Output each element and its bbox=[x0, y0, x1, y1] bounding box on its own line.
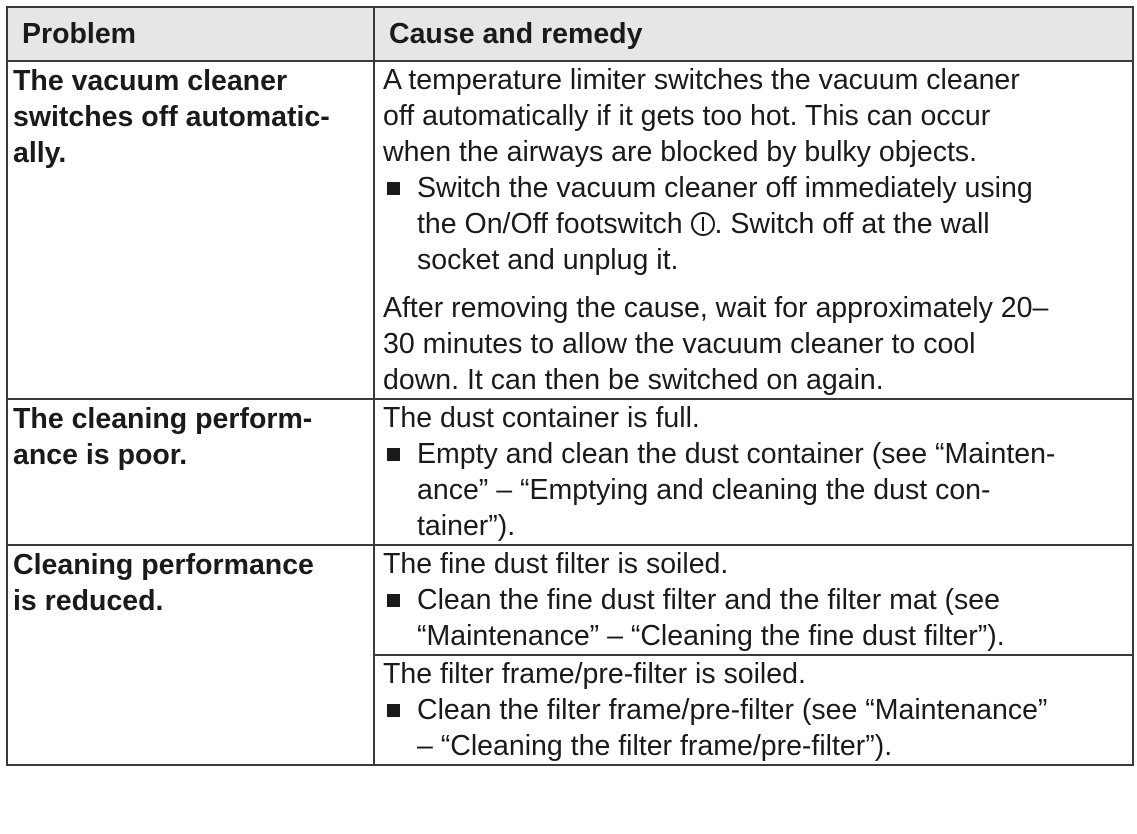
remedy-line: tainer”). bbox=[417, 510, 516, 542]
cause-line: A temperature limiter switches the vacuum cleaner bbox=[383, 64, 1020, 96]
cause-cell bbox=[374, 399, 1133, 545]
remedy-line: the On/Off footswitch bbox=[417, 208, 683, 240]
remedy-line: Clean the filter frame/pre-filter (see “Maintenance” bbox=[417, 694, 1048, 726]
problem-line: ally. bbox=[13, 137, 67, 169]
remedy-bullet bbox=[383, 436, 1122, 544]
cause-paragraph bbox=[383, 62, 1122, 170]
cause-paragraph bbox=[383, 400, 1122, 436]
problem-cell bbox=[7, 61, 374, 399]
header-problem: Problem bbox=[7, 7, 374, 61]
cause-paragraph bbox=[383, 656, 1122, 692]
problem-text bbox=[13, 546, 365, 619]
remedy-line: Clean the fine dust filter and the filter mat (see bbox=[417, 584, 1000, 616]
table-row bbox=[7, 545, 1133, 655]
problem-line: ance is poor. bbox=[13, 439, 188, 471]
bullet-square-icon bbox=[387, 448, 400, 461]
problem-line: switches off automatic- bbox=[13, 101, 330, 133]
cause-cell bbox=[374, 655, 1133, 765]
remedy-bullet bbox=[383, 582, 1122, 654]
bullet-square-icon bbox=[387, 704, 400, 717]
cause-line: 30 minutes to allow the vacuum cleaner to cool bbox=[383, 328, 976, 360]
cause-paragraph bbox=[383, 546, 1122, 582]
problem-cell bbox=[7, 545, 374, 765]
cause-line: down. It can then be switched on again. bbox=[383, 364, 884, 396]
problem-text bbox=[13, 400, 365, 473]
problem-line: is reduced. bbox=[13, 585, 164, 617]
troubleshooting-table bbox=[6, 6, 1134, 766]
remedy-line: ance” – “Emptying and cleaning the dust con- bbox=[417, 474, 991, 506]
cause-paragraph bbox=[383, 290, 1122, 398]
remedy-bullet bbox=[383, 170, 1122, 278]
table-header-row bbox=[7, 7, 1133, 61]
cause-cell bbox=[374, 61, 1133, 399]
problem-line: Cleaning performance bbox=[13, 549, 314, 581]
header-cause-and-remedy: Cause and remedy bbox=[374, 7, 1133, 61]
cause-line: After removing the cause, wait for approximately 20– bbox=[383, 292, 1049, 324]
cause-line: off automatically if it gets too hot. This can occur bbox=[383, 100, 991, 132]
remedy-line: – “Cleaning the filter frame/pre-filter”). bbox=[417, 730, 893, 762]
problem-text bbox=[13, 62, 365, 171]
remedy-bullet bbox=[383, 692, 1122, 764]
power-switch-icon bbox=[691, 212, 715, 236]
bullet-square-icon bbox=[387, 182, 400, 195]
table-row bbox=[7, 61, 1133, 399]
problem-cell bbox=[7, 399, 374, 545]
remedy-line: “Maintenance” – “Cleaning the fine dust filter”). bbox=[417, 620, 1005, 652]
cause-line: when the airways are blocked by bulky objects. bbox=[383, 136, 978, 168]
bullet-square-icon bbox=[387, 594, 400, 607]
remedy-line: socket and unplug it. bbox=[417, 244, 679, 276]
cause-line: The dust container is full. bbox=[383, 402, 700, 434]
cause-line: The fine dust filter is soiled. bbox=[383, 548, 729, 580]
cause-cell bbox=[374, 545, 1133, 655]
problem-line: The vacuum cleaner bbox=[13, 65, 288, 97]
remedy-line: . Switch off at the wall bbox=[714, 208, 990, 240]
table-row bbox=[7, 399, 1133, 545]
cause-line: The filter frame/pre-filter is soiled. bbox=[383, 658, 806, 690]
problem-line: The cleaning perform- bbox=[13, 403, 313, 435]
remedy-line: Empty and clean the dust container (see “Mainten- bbox=[417, 438, 1056, 470]
remedy-line: Switch the vacuum cleaner off immediately using bbox=[417, 172, 1033, 204]
